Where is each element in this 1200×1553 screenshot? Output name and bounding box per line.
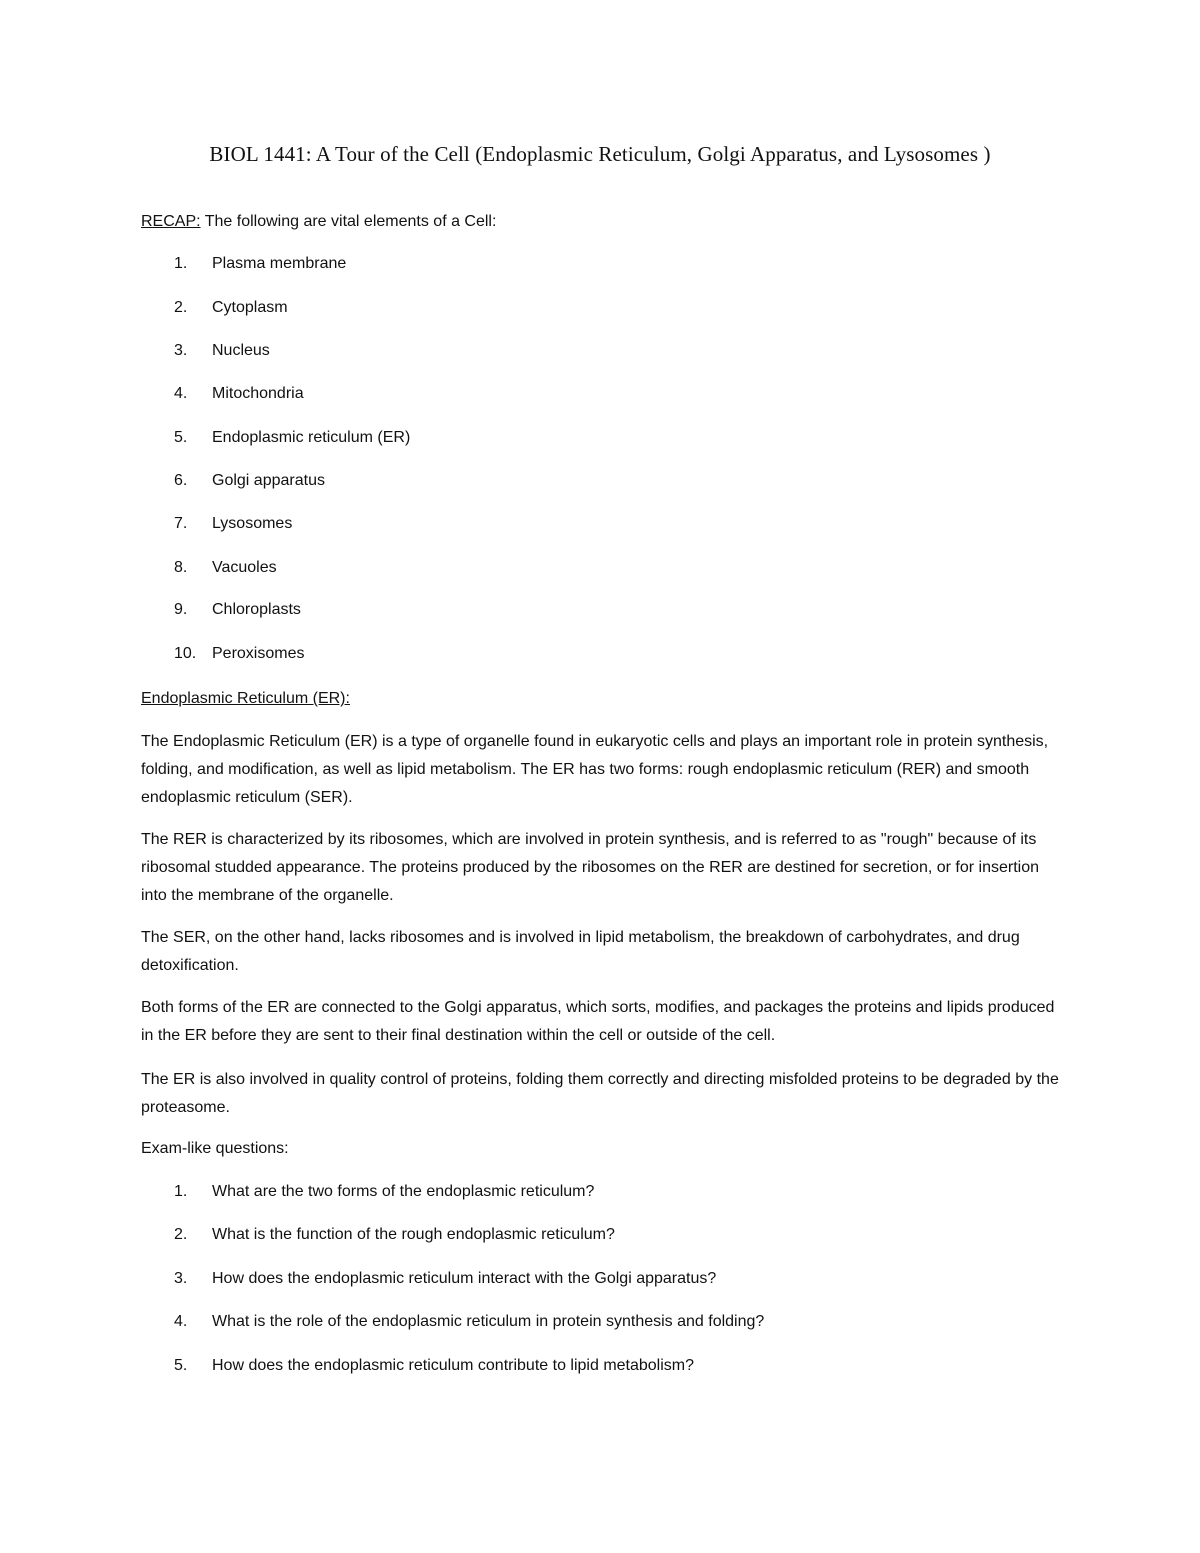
- recap-label: RECAP:: [141, 213, 201, 230]
- exam-questions-heading: Exam-like questions:: [141, 1140, 289, 1157]
- er-section-heading: Endoplasmic Reticulum (ER):: [141, 690, 350, 707]
- paragraph-quality-control: The ER is also involved in quality control of proteins, folding them correctly and directing misfolded proteins to be degraded by the proteasome.: [141, 1071, 1059, 1116]
- document-page: BIOL 1441: A Tour of the Cell (Endoplasmic Reticulum, Golgi Apparatus, and Lysosomes ) RECAP: The following are vital elements of a Cell: 1. Plasma membrane 2. Cytoplasm 3. Nucleus 4. Mitochondria 5. Endoplasmic reticulum (ER) 6. Golgi apparatus 7. Lysosomes 8. Vacuoles 9. Chloroplasts 10. Peroxisomes Endoplasmic Reticulum (ER): The Endoplasmic Reticulum (ER) is a type of organelle found in eukaryotic cells and plays an important role in protein synthesis, folding, and modification, as well as lipid metabolism. The ER has two forms: rough endoplasmic reticulum (RER) and smooth endoplasmic reticulum (SER). The RER is characterized by its ribosomes, which are involved in protein synthesis, and is referred to as "rough" because of its ribosomal studded appearance. The proteins produced by the ribosomes on the RER are destined for secretion, or for insertion into the membrane of the organelle. The SER, on the other hand, lacks ribosomes and is involved in lipid metabolism, the breakdown of carbohydrates, and drug detoxification. Both forms of the ER are connected to the Golgi apparatus, which sorts, modifies, and packages the proteins and lipids produced in the ER before they are sent to their final destination within the cell or outside of the cell. The ER is also involved in quality control of proteins, folding them correctly and directing misfolded proteins to be degraded by the proteasome. Exam-like questions: 1. What are the two forms of the endoplasmic reticulum? 2. What is the function of the rough endoplasmic reticulum? 3. How does the endoplasmic reticulum interact with the Golgi apparatus? 4. What is the role of the endoplasmic reticulum in protein synthesis and folding? 5. How does the endoplasmic reticulum contribute to lipid metabolism?: [0, 0, 1200, 1553]
- paragraph-er-intro: The Endoplasmic Reticulum (ER) is a type of organelle found in eukaryotic cells and plays an important role in protein synthesis, folding, and modification, as well as lipid metabolism. The ER has two forms: rough endoplasmic reticulum (RER) and smooth endoplasmic reticulum (SER).: [141, 733, 1049, 806]
- paragraph-golgi-connection: Both forms of the ER are connected to the Golgi apparatus, which sorts, modifies, and packages the proteins and lipids produced in the ER before they are sent to their final destination within the cell or outside of the cell.: [141, 999, 1055, 1044]
- paragraph-ser: The SER, on the other hand, lacks ribosomes and is involved in lipid metabolism, the breakdown of carbohydrates, and drug detoxification.: [141, 929, 1020, 974]
- recap-line: [141, 213, 496, 231]
- document-title: BIOL 1441: A Tour of the Cell (Endoplasmic Reticulum, Golgi Apparatus, and Lysosomes ): [209, 142, 991, 166]
- paragraph-rer: The RER is characterized by its ribosomes, which are involved in protein synthesis, and is referred to as "rough" because of its ribosomal studded appearance. The proteins produced by the ribosomes on the RER are destined for secretion, or for insertion into the membrane of the organelle.: [141, 831, 1039, 904]
- recap-text: The following are vital elements of a Cell:: [200, 213, 497, 230]
